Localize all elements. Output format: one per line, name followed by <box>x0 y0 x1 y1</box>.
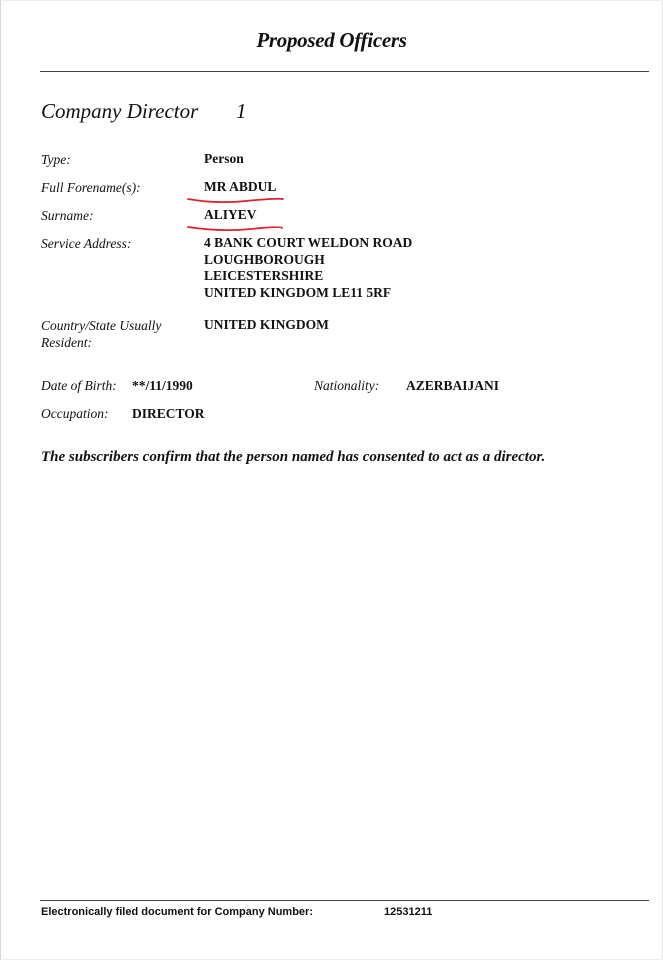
address-line-1: 4 BANK COURT WELDON ROAD <box>204 235 413 250</box>
occupation-value: DIRECTOR <box>132 406 205 421</box>
surname-label: Surname: <box>41 208 94 223</box>
country-resident-value: UNITED KINGDOM <box>204 317 329 332</box>
dob-value: **/11/1990 <box>132 378 193 393</box>
footer-divider <box>40 900 649 901</box>
header-divider <box>40 71 649 72</box>
service-address-label: Service Address: <box>41 236 132 251</box>
address-line-2: LOUGHBOROUGH <box>204 251 325 267</box>
type-label: Type: <box>41 152 71 167</box>
footer-label: Electronically filed document for Company Number: <box>41 906 313 918</box>
country-resident-label <box>41 317 161 351</box>
surname-value: ALIYEV <box>204 207 257 222</box>
occupation-label: Occupation: <box>41 406 109 421</box>
country-resident-label-line-2: Resident: <box>41 335 92 350</box>
consent-statement: The subscribers confirm that the person named has consented to act as a director. <box>41 449 546 465</box>
country-resident-label-line-1: Country/State Usually <box>41 318 162 333</box>
company-number: 12531211 <box>384 906 433 918</box>
forenames-label: Full Forename(s): <box>41 180 141 195</box>
page-title: Proposed Officers <box>256 28 407 52</box>
section-number: 1 <box>236 99 247 123</box>
nationality-value: AZERBAIJANI <box>406 378 500 393</box>
forenames-value: MR ABDUL <box>204 179 277 194</box>
dob-label: Date of Birth: <box>41 378 117 393</box>
section-heading: Company Director <box>41 99 199 123</box>
nationality-label: Nationality: <box>314 378 380 393</box>
address-line-3: LEICESTERSHIRE <box>204 268 324 283</box>
address-line-4: UNITED KINGDOM LE11 5RF <box>204 284 392 300</box>
service-address-value <box>204 235 412 301</box>
type-value: Person <box>204 151 244 166</box>
